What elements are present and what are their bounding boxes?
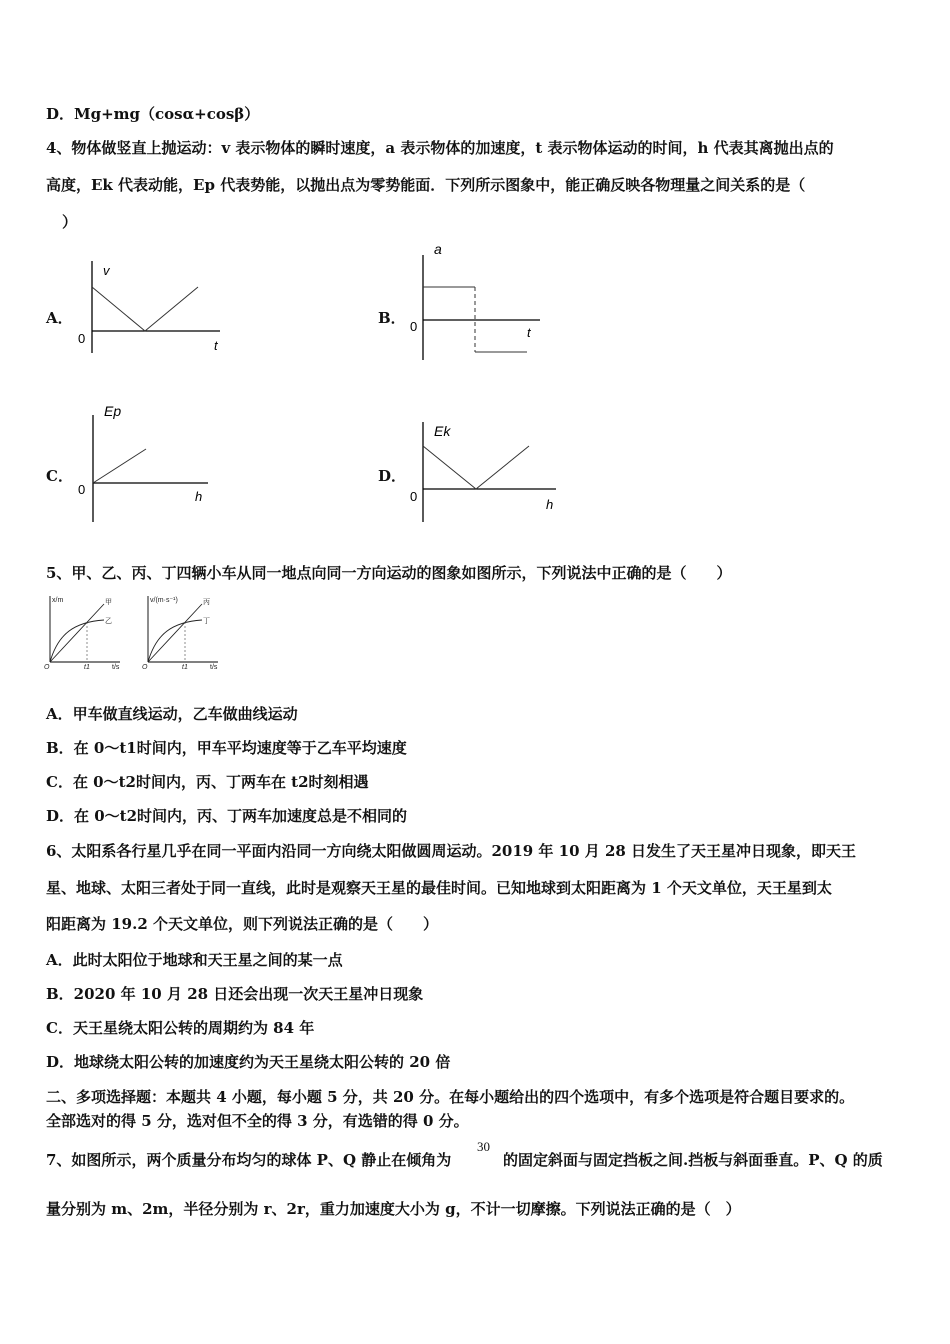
x-label: t xyxy=(527,325,531,340)
q6-stem-line1: 6、太阳系各行星几乎在同一平面内沿同一方向绕太阳做圆周运动。2019 年 10 月 28 日发生了天王星冲日现象，即天王 xyxy=(46,842,857,860)
y-label: a xyxy=(434,241,442,257)
y-label: v/(m·s⁻¹) xyxy=(150,597,178,604)
y-label: v xyxy=(103,263,110,278)
q5-graph-x-t xyxy=(42,594,124,674)
q4-stem-line1: 4、物体做竖直上抛运动：v 表示物体的瞬时速度，a 表示物体的加速度，t 表示物体运动的时间，h 代表其离抛出点的 xyxy=(46,139,834,157)
series-a-label: 甲 xyxy=(105,599,112,606)
q6-option-c: C．天王星绕太阳公转的周期约为 84 年 xyxy=(46,1019,315,1037)
section2-line2: 全部选对的得 5 分，选对但不全的得 3 分，有选错的得 0 分。 xyxy=(46,1112,469,1130)
series-b-label: 乙 xyxy=(105,618,112,625)
y-label: Ep xyxy=(104,403,122,419)
x-label: h xyxy=(546,497,554,512)
y-label: x/m xyxy=(52,597,64,604)
q7-stem-part2: 的固定斜面与固定挡板之间.挡板与斜面垂直。P、Q 的质 xyxy=(503,1151,883,1169)
q4-graph-a xyxy=(78,258,228,353)
y-label: Ek xyxy=(434,423,451,439)
series-ding-curve xyxy=(148,620,202,662)
v-t-line xyxy=(92,287,198,331)
origin-label: 0 xyxy=(410,319,418,334)
q5-option-b: B．在 0～t1时间内，甲车平均速度等于乙车平均速度 xyxy=(46,739,407,757)
section2-line1: 二、多项选择题：本题共 4 小题，每小题 5 分，共 20 分。在每小题给出的四个选项中，有多个选项是符合题目要求的。 xyxy=(46,1088,855,1106)
q5-graph-v-t xyxy=(140,594,225,674)
tick-label: t1 xyxy=(84,664,90,671)
q4-graph-d xyxy=(410,418,560,523)
q4-stem-line2: 高度，Ek 代表动能，Ep 代表势能，以抛出点为零势能面．下列所示图象中，能正确反映各物理量之间关系的是（ xyxy=(46,176,806,194)
origin-label: O xyxy=(44,664,50,671)
tick-label: t1 xyxy=(182,664,188,671)
q6-option-b: B．2020 年 10 月 28 日还会出现一次天王星冲日现象 xyxy=(46,985,424,1003)
origin-label: O xyxy=(142,664,148,671)
origin-label: 0 xyxy=(78,482,86,497)
q4-stem-line3: ） xyxy=(62,213,78,231)
series-bing-line xyxy=(148,604,202,662)
q7-angle-value: 30 xyxy=(477,1139,490,1154)
ep-line xyxy=(93,449,146,483)
q7-stem-line2: 量分别为 m、2m，半径分别为 r、2r，重力加速度大小为 g，不计一切摩擦。下列说法正确的是（ ） xyxy=(46,1200,741,1218)
q4-graph-c xyxy=(78,400,218,525)
origin-label: 0 xyxy=(78,331,86,346)
series-yi-curve xyxy=(50,620,104,662)
q4-option-b-label: B． xyxy=(378,309,406,327)
q4-option-c-label: C． xyxy=(46,467,73,485)
q6-option-a: A．此时太阳位于地球和天王星之间的某一点 xyxy=(46,951,343,969)
x-label: h xyxy=(195,489,203,504)
ek-line xyxy=(423,446,529,489)
q5-option-c: C．在 0～t2时间内，丙、丁两车在 t2时刻相遇 xyxy=(46,773,369,791)
q7-stem-part1: 7、如图所示，两个质量分布均匀的球体 P、Q 静止在倾角为 xyxy=(46,1151,452,1169)
q5-stem: 5、甲、乙、丙、丁四辆小车从同一地点向同一方向运动的图象如图所示，下列说法中正确的是（ ） xyxy=(46,564,732,582)
series-jia-line xyxy=(50,604,104,662)
q4-graph-b xyxy=(410,240,550,365)
x-label: t/s xyxy=(112,664,120,671)
q6-option-d: D．地球绕太阳公转的加速度约为天王星绕太阳公转的 20 倍 xyxy=(46,1053,451,1071)
x-label: t/s xyxy=(210,664,218,671)
x-label: t xyxy=(214,338,218,353)
q4-option-a-label: A． xyxy=(46,309,73,327)
q3-option-d: D．Mg+mg（cosα+cosβ） xyxy=(46,105,260,123)
origin-label: 0 xyxy=(410,489,418,504)
q4-option-d-label: D． xyxy=(378,467,407,485)
q5-option-a: A．甲车做直线运动，乙车做曲线运动 xyxy=(46,705,298,723)
q6-stem-line3: 阳距离为 19.2 个天文单位，则下列说法正确的是（ ） xyxy=(46,915,438,933)
q5-option-d: D．在 0～t2时间内，丙、丁两车加速度总是不相同的 xyxy=(46,807,408,825)
series-b-label: 丁 xyxy=(203,618,210,625)
series-a-label: 丙 xyxy=(203,599,210,606)
q6-stem-line2: 星、地球、太阳三者处于同一直线，此时是观察天王星的最佳时间。已知地球到太阳距离为 1 个天文单位，天王星到太 xyxy=(46,879,832,897)
